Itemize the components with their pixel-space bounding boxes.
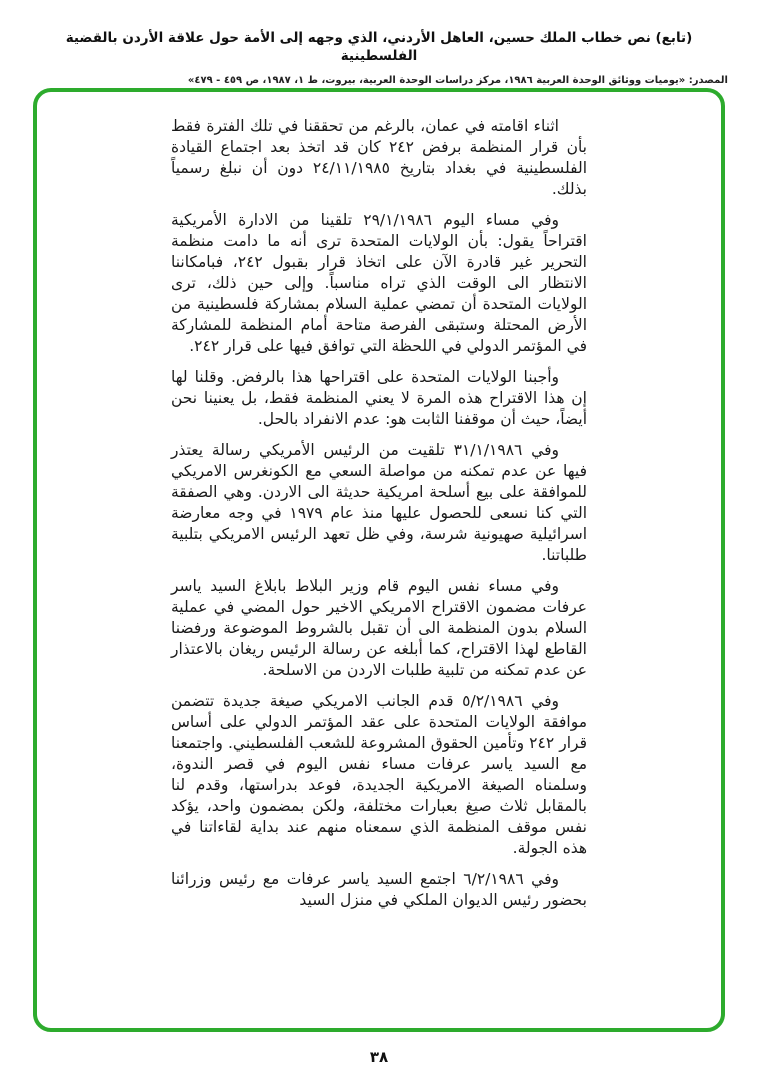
paragraph-2: وفي مساء اليوم ٢٩/١/١٩٨٦ تلقينا من الادارة الأمريكية اقتراحاً يقول: بأن الولايات المتحدة ترى أنه ما دامت منظمة التحرير غير قادرة الآن على اتخاذ قرار بقبول ٢٤٢، فبامكاننا الانتظار الى الوقت الذي تراه مناسباً. وإلى حين ذلك، ترى الولايات المتحدة أن تمضي عملية السلام بمشاركة فلسطينية من الأرض المحتلة وستبقى الفرصة متاحة أمام المنظمة للمشاركة في المؤتمر الدولي في اللحظة التي توافق فيها على قرار ٢٤٢. xyxy=(171,211,587,355)
paragraph-5: وفي مساء نفس اليوم قام وزير البلاط بابلاغ السيد ياسر عرفات مضمون الاقتراح الامريكي الاخير حول المضي في عملية السلام بدون المنظمة الى أن تقبل بالشروط الموضوعة ورفضنا القاطع لهذا الاقتراح، كما أبلغه عن رسالة الرئيس ريغان بالاعتذار عن عدم تمكنه من تلبية طلبات الاردن من الاسلحة. xyxy=(171,577,587,679)
source-citation: المصدر: «يوميات ووثائق الوحدة العربية ١٩٨٦، مركز دراسات الوحدة العربية، بيروت، ط ١، ١٩٨٧، ص ٤٥٩ - ٤٧٩» xyxy=(187,75,728,87)
document-header xyxy=(0,0,758,87)
body-text-column xyxy=(171,116,587,911)
document-title: (تابع) نص خطاب الملك حسين، العاهل الأردني، الذي وجهه إلى الأمة حول علاقة الأردن بالقضية الفلسطينية xyxy=(65,30,693,64)
paragraph-4: وفي ٣١/١/١٩٨٦ تلقيت من الرئيس الأمريكي رسالة يعتذر فيها عن عدم تمكنه من مواصلة السعي مع الكونغرس الامريكي للموافقة على بيع أسلحة امريكية حديثة الى الاردن. وهي الصفقة التي كنا نسعى للحصول عليها منذ عام ١٩٧٩ في وجه معارضة اسرائيلية صهيونية شرسة، وفي ظل تعهد الرئيس الامريكي بتلبية طلباتنا. xyxy=(171,441,587,564)
paragraph-6: وفي ٥/٢/١٩٨٦ قدم الجانب الامريكي صيغة جديدة تتضمن موافقة الولايات المتحدة على عقد المؤتمر الدولي على أساس قرار ٢٤٢ وتأمين الحقوق المشروعة للشعب الفلسطيني. واجتمعنا مع السيد ياسر عرفات مساء نفس اليوم في قصر الندوة، وسلمناه الصيغة الامريكية الجديدة، فوعد بدراستها، وقدم لنا بالمقابل ثلاث صيغ بعبارات مختلفة، ولكن بمضمون واحد، يؤكد نفس موقف المنظمة الذي سمعناه منهم عند بداية لقاءاتنا في هذه الجولة. xyxy=(171,692,587,857)
paragraph-3: وأجبنا الولايات المتحدة على اقتراحها هذا بالرفض. وقلنا لها إن هذا الاقتراح هذه المرة لا يعني المنظمة فقط، بل يعنينا نحن أيضاً، حيث أن موقفنا الثابت هو: عدم الانفراد بالحل. xyxy=(171,368,587,428)
paragraph-7: وفي ٦/٢/١٩٨٦ اجتمع السيد ياسر عرفات مع رئيس وزرائنا بحضور رئيس الديوان الملكي في منزل السيد xyxy=(171,870,587,909)
content-frame xyxy=(33,88,725,1032)
page-number: ٣٨ xyxy=(369,1048,389,1066)
paragraph-1: اثناء اقامته في عمان، بالرغم من تحققنا في تلك الفترة فقط بأن قرار المنظمة برفض ٢٤٢ كان قد اتخذ بعد اجتماع القيادة الفلسطينية في بغداد بتاريخ ٢٤/١١/١٩٨٥ دون أن نبلغ رسمياً بذلك. xyxy=(171,117,587,198)
